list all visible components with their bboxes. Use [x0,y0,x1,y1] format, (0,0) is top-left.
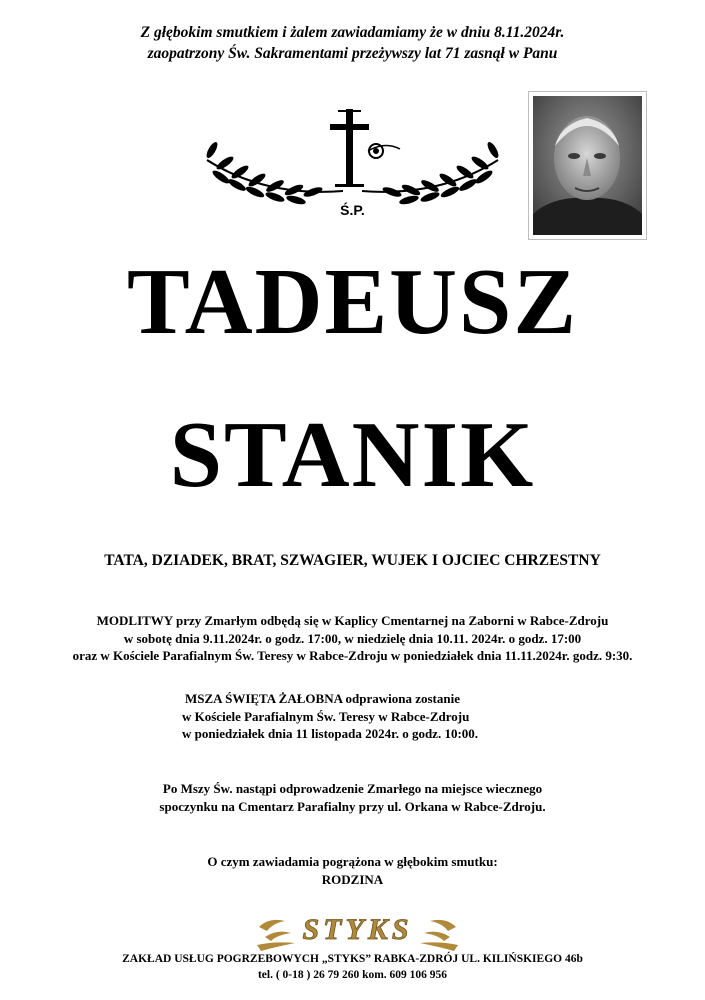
cross-with-laurel-icon [195,105,510,217]
mass-section [0,690,705,743]
sp-label: Ś.P. [340,202,365,217]
family-signature: RODZINA [321,871,384,887]
portrait-frame [528,91,647,240]
relations-text: TATA, DZIADEK, BRAT, SZWAGIER, WUJEK I OJCIEC CHRZESTNY [104,552,601,569]
notice-section [0,853,705,888]
mass-line-2: w Kościele Parafialnym Św. Teresy w Rabce-Zdroju [182,708,470,724]
portrait-photo [533,96,642,235]
burial-line-2: spoczynku na Cmentarz Parafialny przy ul. Orkana w Rabce-Zdroju. [159,798,546,814]
footer-phone: tel. ( 0-18 ) 26 79 260 kom. 609 106 956 [257,969,448,981]
notice-line-1: O czym zawiadamia pogrążona w głębokim smutku: [207,854,498,869]
last-name: STANIK [169,403,536,507]
prayers-line-2: w sobotę dnia 9.11.2024r. o godz. 17:00, w niedzielę dnia 10.11. 2024r. o godz. 17:00 [123,630,582,646]
burial-line-1: Po Mszy Św. nastąpi odprowadzenie Zmarłego na miejsce wiecznego [162,781,543,796]
burial-section [0,780,705,815]
intro-line-2: zaopatrzony Św. Sakramentami przeżywszy lat 71 zasnął w Panu [147,45,558,62]
footer [0,951,705,983]
prayers-line-1: MODLITWY przy Zmarłym odbędą się w Kaplicy Cmentarnej na Zaborni w Rabce-Zdroju [96,613,609,628]
mass-line-1: MSZA ŚWIĘTA ŻAŁOBNA odprawiona zostanie [185,691,460,706]
prayers-line-3: oraz w Kościele Parafialnym Św. Teresy w Rabce-Zdroju w poniedziałek dnia 11.11.2024r. godz. 9:30. [72,648,633,663]
mass-line-3: w poniedziałek dnia 11 listopada 2024r. o godz. 10:00. [182,726,479,741]
first-name: TADEUSZ [126,250,579,354]
intro-text [0,22,705,64]
footer-address: ZAKŁAD USŁUG POGRZEBOWYCH „STYKS” RABKA-ZDRÓJ UL. KILIŃSKIEGO 46b [122,953,583,965]
logo-text: STYKS [302,913,413,946]
intro-line-1: Z głębokim smutkiem i żalem zawiadamiamy że w dniu 8.11.2024r. [140,24,565,41]
styks-logo [255,907,460,953]
prayers-section [0,612,705,665]
